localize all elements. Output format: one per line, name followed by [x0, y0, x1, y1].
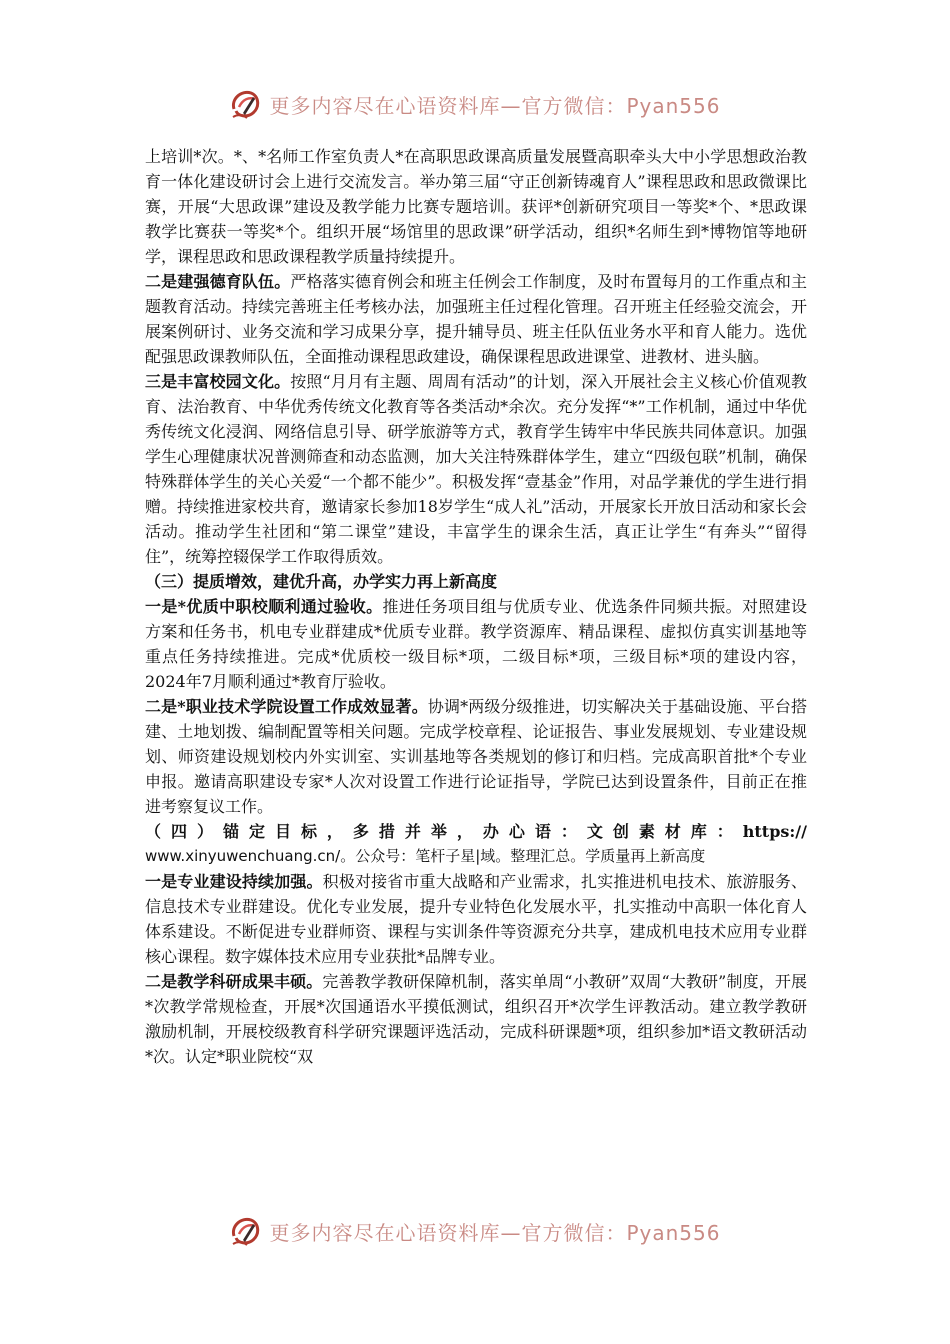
section-heading-4-line-1: （四）锚定目标，多措并举，办心语：文创素材库：https:// — [145, 822, 807, 841]
paragraph-5 — [145, 694, 807, 819]
paragraph-lead: 二是建强德育队伍。 — [145, 272, 291, 291]
document-body — [145, 144, 807, 1069]
red-ribbon-pen-logo-icon — [229, 87, 263, 121]
paragraph-lead: 三是丰富校园文化。 — [145, 372, 291, 391]
paragraph-3 — [145, 369, 807, 569]
banner-text: 更多内容尽在心语资料库—官方微信：Pyan556 — [269, 93, 721, 118]
paragraph-lead: 一是*优质中职校顺利通过验收。 — [145, 597, 383, 616]
paragraph-6 — [145, 869, 807, 969]
paragraph-body: 积极对接省市重大战略和产业需求，扎实推进机电技术、旅游服务、信息技术专业群建设。优化专业发展，提升专业特色化发展水平，扎实推动中高职一体化育人体系建设。不断促进专业群师资、课程与实训条件等资源充分共享，建成机电技术应用专业群核心课程。数字媒体技术应用专业获批*品牌专业。 — [145, 872, 807, 966]
section-heading-3: （三）提质增效，建优升高，办学实力再上新高度 — [145, 572, 498, 591]
paragraph-body: 按照“月月有主题、周周有活动”的计划，深入开展社会主义核心价值观教育、法治教育、中华优秀传统文化教育等各类活动*余次。充分发挥“*”工作机制，通过中华优秀传统文化浸润、网络信息引导、研学旅游等方式，教育学生铸牢中华民族共同体意识。加强学生心理健康状况普测筛查和动态监测，加大关注特殊群体学生，建立“四级包联”机制，确保特殊群体学生的关心关爱“一个都不能少”。积极发挥“壹基金”作用，对品学兼优的学生进行捐赠。持续推进家校共育，邀请家长参加18岁学生“成人礼”活动，开展家长开放日活动和家长会活动。推动学生社团和“第二课堂”建设，丰富学生的课余生活，真正让学生“有奔头”“留得住”，统筹控辍保学工作取得质效。 — [145, 372, 807, 566]
header-banner — [0, 84, 950, 124]
banner-text: 更多内容尽在心语资料库—官方微信：Pyan556 — [269, 1220, 721, 1245]
red-ribbon-pen-logo-icon — [229, 1214, 263, 1248]
paragraph-body: 推进任务项目组与优质专业、优选条件同频共振。对照建设方案和任务书，机电专业群建成*优质专业群。教学资源库、精品课程、虚拟仿真实训基地等重点任务持续推进。完成*优质校一级目标*项，二级目标*项，三级目标*项的建设内容，2024年7月顺利通过*教育厅验收。 — [145, 597, 807, 691]
paragraph-lead: 二是教学科研成果丰硕。 — [145, 972, 323, 991]
paragraph-7 — [145, 969, 807, 1069]
paragraph-body: 完善教学教研保障机制，落实单周“小教研”双周“大教研”制度，开展*次教学常规检查，开展*次国通语水平摸低测试，组织召开*次学生评教活动。建立教学教研激励机制，开展校级教育科学研究课题评选活动，完成科研课题*项，组织参加*语文教研活动*次。认定*职业院校“双 — [145, 972, 807, 1066]
footer-banner — [0, 1211, 950, 1251]
section-heading-4-line-2: www.xinyuwenchuang.cn/。公众号：笔杆子星|域。整理汇总。学质量再上新高度 — [145, 847, 706, 865]
paragraph-lead: 一是专业建设持续加强。 — [145, 872, 323, 891]
paragraph-4 — [145, 594, 807, 694]
paragraph-1: 上培训*次。*、*名师工作室负责人*在高职思政课高质量发展暨高职牵头大中小学思想政治教育一体化建设研讨会上进行交流发言。举办第三届“守正创新铸魂育人”课程思政和思政微课比赛，开展“大思政课”建设及教学能力比赛专题培训。获评*创新研究项目一等奖*个、*思政课教学比赛获一等奖*个。组织开展“场馆里的思政课”研学活动，组织*名师生到*博物馆等地研学，课程思政和思政课程教学质量持续提升。 — [145, 147, 807, 266]
paragraph-2 — [145, 269, 807, 369]
paragraph-body: 协调*两级分级推进，切实解决关于基础设施、平台搭建、土地划拨、编制配置等相关问题。完成学校章程、论证报告、事业发展规划、专业建设规划、师资建设规划校内外实训室、实训基地等各类规划的修订和归档。完成高职首批*个专业申报。邀请高职建设专家*人次对设置工作进行论证指导，学院已达到设置条件，目前正在推进考察复议工作。 — [145, 697, 807, 816]
paragraph-lead: 二是*职业技术学院设置工作成效显著。 — [145, 697, 428, 716]
paragraph-body: 严格落实德育例会和班主任例会工作制度，及时布置每月的工作重点和主题教育活动。持续完善班主任考核办法，加强班主任过程化管理。召开班主任经验交流会，开展案例研讨、业务交流和学习成果分享，提升辅导员、班主任队伍业务水平和育人能力。选优配强思政课教师队伍，全面推动课程思政建设，确保课程思政进课堂、进教材、进头脑。 — [145, 272, 807, 366]
